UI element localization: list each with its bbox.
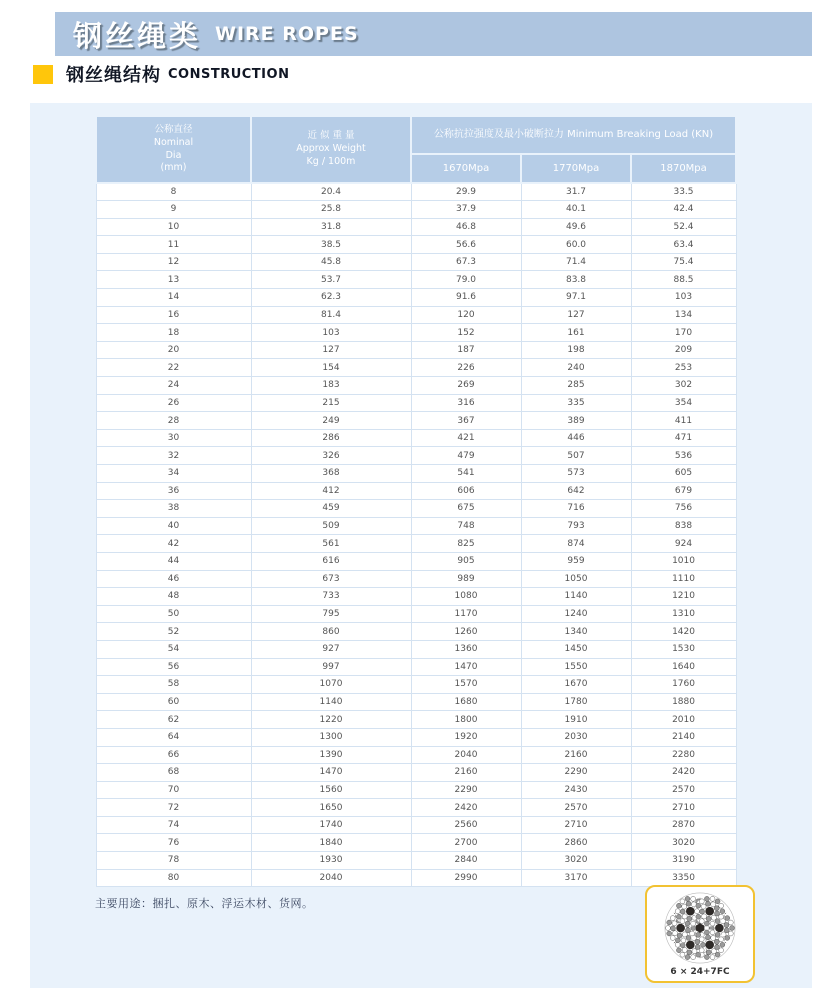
table-cell: 60 [96,693,251,711]
table-cell: 152 [411,324,521,342]
table-row [96,728,736,746]
table-cell: 793 [521,517,631,535]
content-panel [30,103,812,988]
table-row [96,289,736,307]
table-cell: 1080 [411,588,521,606]
table-cell: 3190 [631,852,736,870]
table-cell: 368 [251,465,411,483]
section-header [33,62,289,86]
table-cell: 367 [411,412,521,430]
table-row [96,306,736,324]
table-cell: 2010 [631,711,736,729]
table-cell: 1110 [631,570,736,588]
banner-title-zh: 钢丝绳类 [73,18,202,53]
table-cell: 25.8 [251,201,411,219]
table-cell: 1560 [251,781,411,799]
table-row [96,816,736,834]
table-cell: 1140 [251,693,411,711]
table-cell: 2710 [521,816,631,834]
table-cell: 29.9 [411,183,521,201]
table-row [96,324,736,342]
table-cell: 72 [96,799,251,817]
table-cell: 79.0 [411,271,521,289]
table-cell: 1420 [631,623,736,641]
table-cell: 1800 [411,711,521,729]
table-cell: 2870 [631,816,736,834]
table-cell: 825 [411,535,521,553]
table-cell: 67.3 [411,253,521,271]
banner-title-en: WIRE ROPES [215,23,359,45]
table-cell: 1170 [411,605,521,623]
table-cell: 1640 [631,658,736,676]
header-approx-weight [251,116,411,183]
table-cell: 88.5 [631,271,736,289]
header-dia-zh: 公称直径 [154,123,193,135]
table-cell: 1010 [631,552,736,570]
header-nominal-dia [96,116,251,183]
table-cell: 507 [521,447,631,465]
table-cell: 2280 [631,746,736,764]
table-cell: 3020 [631,834,736,852]
table-cell: 2030 [521,728,631,746]
table-cell: 446 [521,429,631,447]
table-cell: 74 [96,816,251,834]
table-cell: 70 [96,781,251,799]
table-cell: 22 [96,359,251,377]
table-cell: 37.9 [411,201,521,219]
table-cell: 68 [96,764,251,782]
table-cell: 1240 [521,605,631,623]
spec-table [95,115,737,887]
table-cell: 46.8 [411,218,521,236]
table-cell: 411 [631,412,736,430]
table-cell: 80 [96,869,251,887]
table-cell: 60.0 [521,236,631,254]
table-row [96,500,736,518]
table-cell: 11 [96,236,251,254]
table-cell: 91.6 [411,289,521,307]
table-cell: 14 [96,289,251,307]
table-cell: 269 [411,377,521,395]
table-cell: 120 [411,306,521,324]
table-cell: 642 [521,482,631,500]
table-cell: 3020 [521,852,631,870]
table-cell: 1910 [521,711,631,729]
table-row [96,341,736,359]
table-cell: 10 [96,218,251,236]
table-cell: 1220 [251,711,411,729]
table-cell: 335 [521,394,631,412]
table-row [96,852,736,870]
table-cell: 45.8 [251,253,411,271]
table-cell: 48 [96,588,251,606]
table-cell: 716 [521,500,631,518]
table-cell: 1670 [521,676,631,694]
table-cell: 673 [251,570,411,588]
table-cell: 1530 [631,640,736,658]
table-cell: 40 [96,517,251,535]
table-row [96,535,736,553]
table-cell: 31.7 [521,183,631,201]
table-cell: 78 [96,852,251,870]
header-weight-zh: 近 似 重 量 [307,130,355,142]
table-row [96,429,736,447]
table-cell: 959 [521,552,631,570]
table-cell: 1050 [521,570,631,588]
table-cell: 536 [631,447,736,465]
table-cell: 1300 [251,728,411,746]
table-cell: 52.4 [631,218,736,236]
table-row [96,394,736,412]
table-row [96,640,736,658]
usage-note: 主要用途：捆扎、原木、浮运木材、货网。 [95,897,314,910]
table-row [96,552,736,570]
table-cell: 1840 [251,834,411,852]
table-row [96,869,736,887]
table-cell: 103 [631,289,736,307]
header-dia-en2: Dia [165,149,182,161]
table-cell: 62.3 [251,289,411,307]
table-cell: 573 [521,465,631,483]
table-cell: 389 [521,412,631,430]
table-cell: 1550 [521,658,631,676]
table-cell: 1140 [521,588,631,606]
table-cell: 46 [96,570,251,588]
table-row [96,605,736,623]
table-cell: 187 [411,341,521,359]
table-cell: 459 [251,500,411,518]
table-cell: 1470 [411,658,521,676]
table-cell: 1680 [411,693,521,711]
rope-construction-label: 6 × 24+7FC [670,967,730,977]
table-row [96,799,736,817]
table-row [96,183,736,201]
table-cell: 161 [521,324,631,342]
table-cell: 1210 [631,588,736,606]
table-cell: 127 [251,341,411,359]
table-cell: 679 [631,482,736,500]
table-cell: 54 [96,640,251,658]
table-cell: 103 [251,324,411,342]
table-cell: 748 [411,517,521,535]
table-cell: 1310 [631,605,736,623]
table-cell: 198 [521,341,631,359]
table-cell: 16 [96,306,251,324]
table-cell: 2840 [411,852,521,870]
header-dia-en1: Nominal [153,136,194,148]
table-cell: 1390 [251,746,411,764]
table-cell: 26 [96,394,251,412]
table-cell: 561 [251,535,411,553]
table-cell: 38.5 [251,236,411,254]
table-cell: 605 [631,465,736,483]
table-cell: 927 [251,640,411,658]
table-cell: 316 [411,394,521,412]
table-cell: 2990 [411,869,521,887]
table-row [96,623,736,641]
table-cell: 58 [96,676,251,694]
header-weight-en: Approx Weight [296,143,366,155]
table-cell: 1340 [521,623,631,641]
table-cell: 1360 [411,640,521,658]
table-cell: 40.1 [521,201,631,219]
table-cell: 226 [411,359,521,377]
table-cell: 8 [96,183,251,201]
table-cell: 3350 [631,869,736,887]
table-cell: 286 [251,429,411,447]
table-row [96,781,736,799]
header-grade-1670: 1670Mpa [411,154,521,183]
table-cell: 215 [251,394,411,412]
table-cell: 50 [96,605,251,623]
table-cell: 76 [96,834,251,852]
table-cell: 2140 [631,728,736,746]
rope-cross-section-drawing [659,890,741,966]
table-cell: 1880 [631,693,736,711]
table-row [96,693,736,711]
table-cell: 44 [96,552,251,570]
table-cell: 38 [96,500,251,518]
table-cell: 285 [521,377,631,395]
table-cell: 1740 [251,816,411,834]
table-row [96,359,736,377]
rope-cross-section [645,885,755,983]
table-cell: 2560 [411,816,521,834]
table-cell: 49.6 [521,218,631,236]
header-grade-1870: 1870Mpa [631,154,736,183]
table-cell: 34 [96,465,251,483]
table-row [96,271,736,289]
table-cell: 616 [251,552,411,570]
table-cell: 31.8 [251,218,411,236]
table-cell: 1450 [521,640,631,658]
table-cell: 42 [96,535,251,553]
table-cell: 997 [251,658,411,676]
table-cell: 36 [96,482,251,500]
table-cell: 479 [411,447,521,465]
table-cell: 154 [251,359,411,377]
table-cell: 240 [521,359,631,377]
header-weight-unit: Kg / 100m [306,155,356,167]
table-row [96,834,736,852]
table-cell: 860 [251,623,411,641]
table-cell: 2570 [521,799,631,817]
table-cell: 795 [251,605,411,623]
table-row [96,236,736,254]
table-cell: 30 [96,429,251,447]
table-cell: 2420 [631,764,736,782]
header-dia-unit: (mm) [160,162,187,174]
table-cell: 2040 [411,746,521,764]
table-cell: 1780 [521,693,631,711]
section-title-en: CONSTRUCTION [168,66,290,82]
table-row [96,711,736,729]
table-header-row-1 [96,116,736,154]
table-cell: 2860 [521,834,631,852]
table-cell: 33.5 [631,183,736,201]
table-row [96,465,736,483]
table-cell: 1070 [251,676,411,694]
header-grade-1770: 1770Mpa [521,154,631,183]
table-row [96,658,736,676]
table-row [96,201,736,219]
table-cell: 2040 [251,869,411,887]
table-cell: 52 [96,623,251,641]
table-cell: 1570 [411,676,521,694]
table-row [96,447,736,465]
table-cell: 20 [96,341,251,359]
table-cell: 905 [411,552,521,570]
table-cell: 20.4 [251,183,411,201]
table-cell: 32 [96,447,251,465]
table-cell: 75.4 [631,253,736,271]
table-cell: 1930 [251,852,411,870]
table-row [96,482,736,500]
table-cell: 1470 [251,764,411,782]
table-cell: 53.7 [251,271,411,289]
table-cell: 989 [411,570,521,588]
table-cell: 2710 [631,799,736,817]
table-cell: 253 [631,359,736,377]
header-breaking-load: 公称抗拉强度及最小破断拉力 Minimum Breaking Load (KN) [411,116,736,154]
table-cell: 127 [521,306,631,324]
table-cell: 733 [251,588,411,606]
table-body [96,183,736,887]
table-cell: 12 [96,253,251,271]
table-cell: 71.4 [521,253,631,271]
table-cell: 81.4 [251,306,411,324]
table-row [96,517,736,535]
table-cell: 1760 [631,676,736,694]
table-cell: 64 [96,728,251,746]
yellow-bullet-icon [33,65,53,84]
table-cell: 42.4 [631,201,736,219]
table-cell: 66 [96,746,251,764]
table-cell: 541 [411,465,521,483]
table-cell: 354 [631,394,736,412]
table-cell: 183 [251,377,411,395]
table-cell: 2430 [521,781,631,799]
table-row [96,588,736,606]
table-cell: 675 [411,500,521,518]
table-cell: 209 [631,341,736,359]
table-cell: 2290 [411,781,521,799]
table-cell: 56.6 [411,236,521,254]
table-row [96,377,736,395]
table-cell: 56 [96,658,251,676]
table-cell: 606 [411,482,521,500]
table-cell: 471 [631,429,736,447]
table-cell: 509 [251,517,411,535]
table-cell: 63.4 [631,236,736,254]
table-cell: 412 [251,482,411,500]
section-title-zh: 钢丝绳结构 [66,65,161,86]
table-cell: 1650 [251,799,411,817]
table-cell: 756 [631,500,736,518]
table-cell: 2290 [521,764,631,782]
table-cell: 2420 [411,799,521,817]
table-row [96,412,736,430]
table-cell: 326 [251,447,411,465]
table-cell: 9 [96,201,251,219]
table-cell: 1920 [411,728,521,746]
table-cell: 18 [96,324,251,342]
table-cell: 170 [631,324,736,342]
table-cell: 13 [96,271,251,289]
table-cell: 874 [521,535,631,553]
table-row [96,218,736,236]
table-cell: 3170 [521,869,631,887]
table-cell: 2160 [521,746,631,764]
table-cell: 2570 [631,781,736,799]
table-cell: 62 [96,711,251,729]
page-banner [55,12,812,56]
table-row [96,570,736,588]
table-cell: 28 [96,412,251,430]
table-row [96,746,736,764]
table-row [96,764,736,782]
table-cell: 924 [631,535,736,553]
table-cell: 838 [631,517,736,535]
table-cell: 249 [251,412,411,430]
table-cell: 134 [631,306,736,324]
table-cell: 1260 [411,623,521,641]
table-cell: 97.1 [521,289,631,307]
table-cell: 83.8 [521,271,631,289]
table-cell: 2700 [411,834,521,852]
table-cell: 421 [411,429,521,447]
table-cell: 302 [631,377,736,395]
table-row [96,676,736,694]
table-cell: 2160 [411,764,521,782]
table-cell: 24 [96,377,251,395]
table-row [96,253,736,271]
